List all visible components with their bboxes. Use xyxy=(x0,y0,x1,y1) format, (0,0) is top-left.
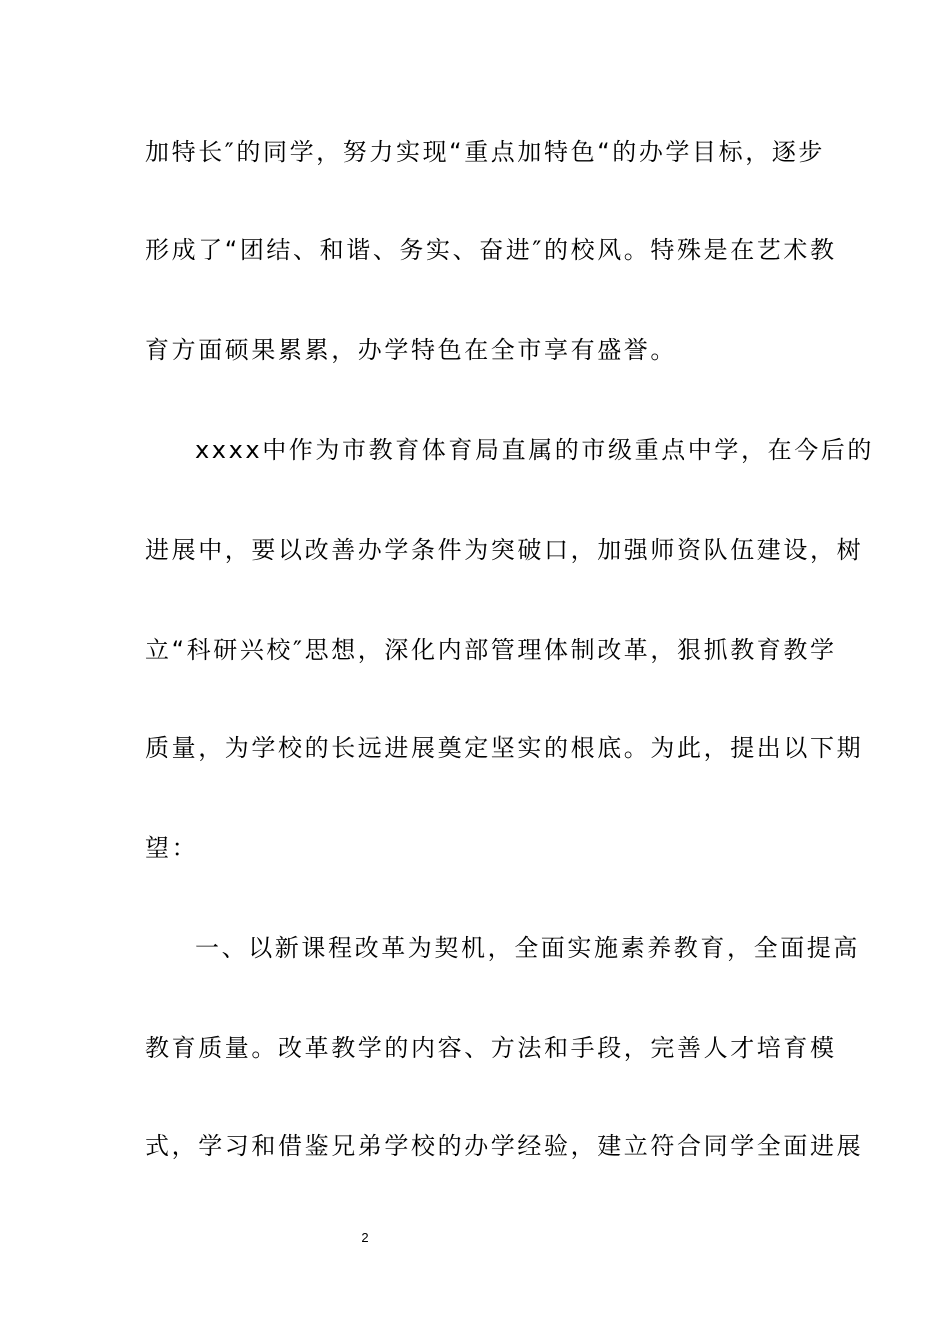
text-line-5: 进展中，要以改善办学条件为突破口，加强师资队伍建设，树 xyxy=(145,536,864,564)
page-number: 2 xyxy=(361,1230,369,1245)
text-line-3: 育方面硕果累累，办学特色在全市享有盛誉。 xyxy=(145,336,677,364)
text-line-8: 望： xyxy=(145,834,199,862)
text-line-7: 质量，为学校的长远进展奠定坚实的根底。为此，提出以下期 xyxy=(145,734,864,762)
paragraph-start-line-4: xxxx中作为市教育体育局直属的市级重点中学，在今后的 xyxy=(195,436,875,464)
text-line-10: 教育质量。改革教学的内容、方法和手段，完善人才培育模 xyxy=(145,1034,837,1062)
text-line-11: 式，学习和借鉴兄弟学校的办学经验，建立符合同学全面进展 xyxy=(145,1132,864,1160)
text-line-1: 加特长″的同学，努力实现“重点加特色“的办学目标，逐步 xyxy=(145,138,826,166)
text-line-6: 立“科研兴校″思想，深化内部管理体制改革，狠抓教育教学 xyxy=(145,636,837,664)
paragraph-start-line-9: 一、以新课程改革为契机，全面实施素养教育，全面提高 xyxy=(195,934,860,962)
text-line-2: 形成了“团结、和谐、务实、奋进″的校风。特殊是在艺术教 xyxy=(145,236,837,264)
